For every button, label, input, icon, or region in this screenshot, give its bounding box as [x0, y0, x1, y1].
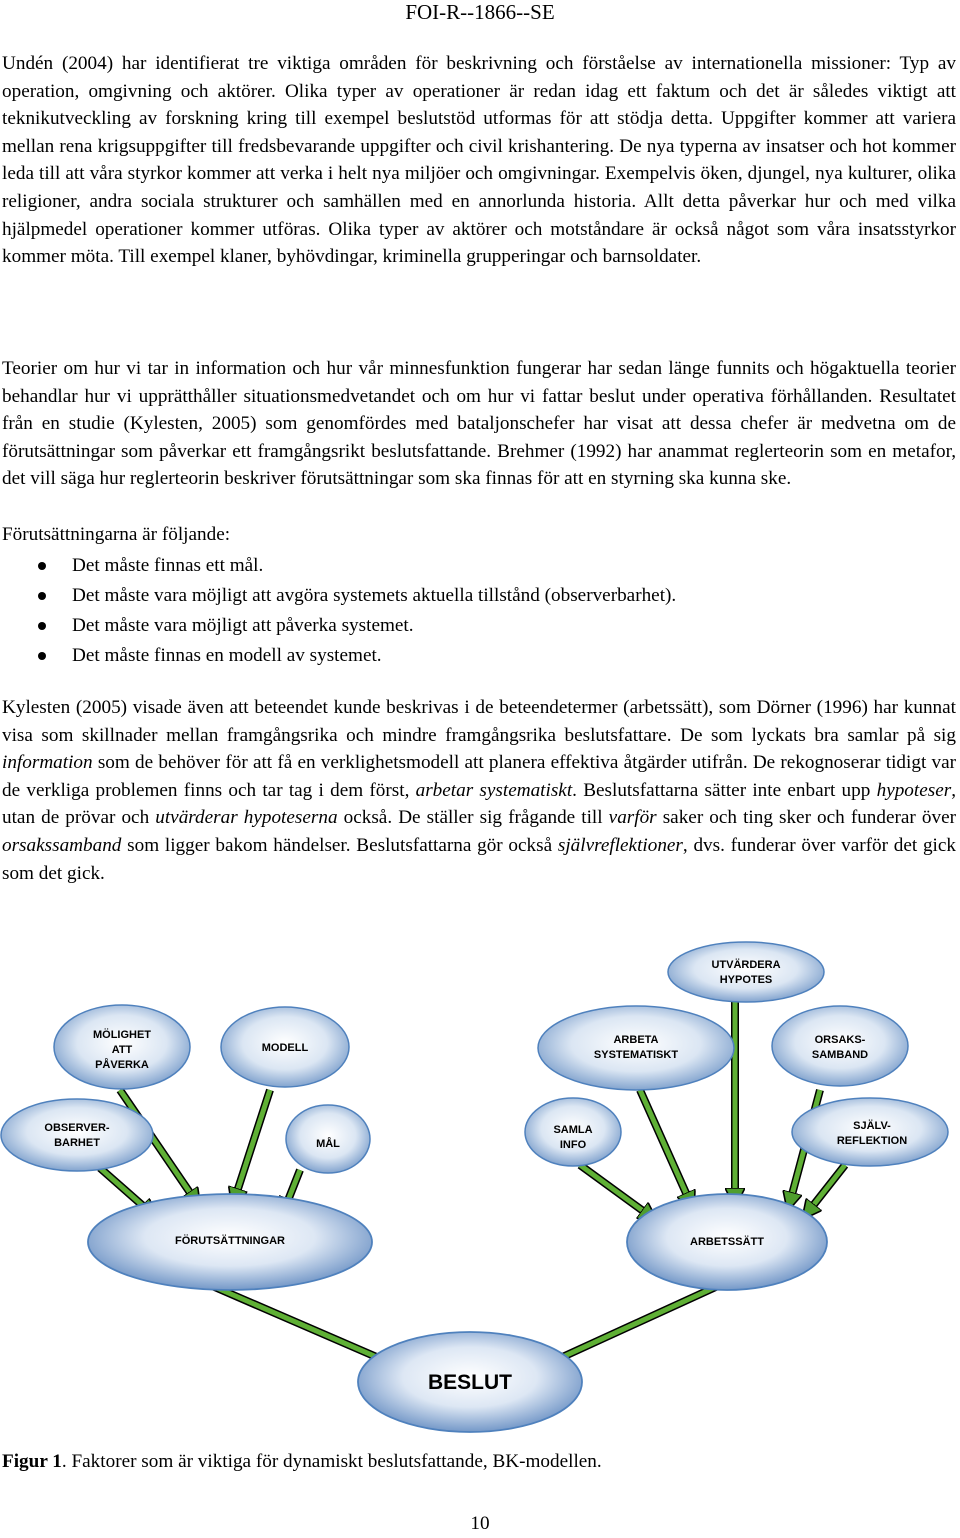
node-utvardera-hypotes: [668, 942, 824, 1002]
svg-text:MODELL: MODELL: [261, 1042, 309, 1054]
arrow-arbeta-to-arbetssatt: [640, 1090, 690, 1202]
figure-caption: Figur 1. Faktorer som är viktiga för dynamiskt beslutsfattande, BK-modellen.: [2, 1451, 602, 1472]
svg-text:INFO: INFO: [559, 1139, 587, 1151]
svg-text:REFLEKTION: REFLEKTION: [836, 1135, 908, 1147]
arrow-modell-to-forutsattningar: [235, 1090, 270, 1198]
svg-text:OBSERVER-: OBSERVER-: [44, 1122, 110, 1134]
svg-text:MÖLIGHET: MÖLIGHET: [92, 1029, 152, 1041]
svg-text:ATT: ATT: [111, 1044, 133, 1056]
paragraph-2: Teorier om hur vi tar in information och hur vår minnesfunktion fungerar har sedan länge funnits och högaktuella teorier behandlar hur vi upprätthåller situationsmedvetandet och om hur vi fattar beslut under operativa förhållanden. Resultatet från en studie (Kylesten, 2005) som genomfördes med bataljonschefer har visat att dessa chefer är medvetna om de förutsättningar som påverkar ett framgångsrikt beslutsfattande. Brehmer (1992) har anammat reglerteorin som en metafor, det vill säga hur reglerteorin beskriver förutsättningar som ska finnas för att en styrning ska kunna ske.: [2, 358, 956, 490]
list-item: Det måste finnas ett mål.: [0, 551, 676, 581]
list-item: Det måste vara möjligt att avgöra systemets aktuella tillstånd (observerbarhet).: [0, 581, 676, 611]
node-sjalvreflektion: [792, 1098, 948, 1166]
svg-text:BESLUT: BESLUT: [428, 1371, 512, 1394]
page-number: 10: [470, 1513, 490, 1534]
svg-text:ARBETA: ARBETA: [613, 1034, 659, 1046]
svg-text:ORSAKS-: ORSAKS-: [814, 1034, 866, 1046]
bk-model-diagram: [0, 940, 960, 1440]
arrow-forutsattningar-to-beslut: [210, 1285, 395, 1365]
svg-text:HYPOTES: HYPOTES: [719, 974, 773, 986]
bullet-icon: [38, 622, 46, 630]
bullet-list: [0, 551, 676, 671]
arrows: [100, 1002, 845, 1365]
svg-text:PÅVERKA: PÅVERKA: [95, 1059, 149, 1071]
svg-text:SAMLA: SAMLA: [553, 1124, 593, 1136]
svg-text:ARBETSSÄTT: ARBETSSÄTT: [690, 1236, 764, 1248]
svg-text:FÖRUTSÄTTNINGAR: FÖRUTSÄTTNINGAR: [175, 1235, 285, 1247]
svg-text:BARHET: BARHET: [54, 1137, 100, 1149]
list-item: Det måste finnas en modell av systemet.: [0, 641, 676, 671]
arrow-arbetssatt-to-beslut: [545, 1285, 720, 1365]
node-arbeta-systematiskt: [538, 1006, 734, 1090]
arrow-sjalv-to-arbetssatt: [808, 1165, 845, 1212]
svg-text:SJÄLV-: SJÄLV-: [853, 1120, 891, 1132]
svg-text:SYSTEMATISKT: SYSTEMATISKT: [593, 1049, 679, 1061]
bullet-icon: [38, 652, 46, 660]
bullet-icon: [38, 562, 46, 570]
page-header: FOI-R--1866--SE: [405, 0, 555, 24]
list-intro: Förutsättningarna är följande:: [2, 524, 231, 545]
list-item: Det måste vara möjligt att påverka systemet.: [0, 611, 676, 641]
arrow-samla-to-arbetssatt: [580, 1165, 650, 1216]
bullet-icon: [38, 592, 46, 600]
node-observerbarhet: [1, 1099, 153, 1171]
paragraph-3: Kylesten (2005) visade även att beteendet kunde beskrivas i de beteendetermer (arbetssätt), som Dörner (1996) har kunnat visa som skillnader mellan framgångsrika och mindre framgångsrika beslutsfattare. De som lyckats bra samlar på sig information som de behöver för att få en verklighetsmodell att planera effektiva åtgärder utifrån. De rekognoserar tidigt var de verkliga problemen finns och tar tag i dem först, arbetar systematiskt. Beslutsfattarna sätter inte enbart upp hypoteser, utan de prövar och utvärderar hypoteserna också. De ställer sig frågande till varför saker och ting sker och funderar över orsakssamband som ligger bakom händelser. Beslutsfattarna gör också självreflektioner, dvs. funderar över varför det gick som det gick.: [2, 697, 956, 884]
node-orsakssamband: [772, 1006, 908, 1086]
svg-text:MÅL: MÅL: [316, 1138, 340, 1150]
svg-text:UTVÄRDERA: UTVÄRDERA: [711, 959, 781, 971]
svg-text:SAMBAND: SAMBAND: [811, 1049, 869, 1061]
paragraph-1: Undén (2004) har identifierat tre viktiga områden för beskrivning och förståelse av internationella missioner: Typ av operation, omgivning och aktörer. Olika typer av operationer är redan idag ett faktum och det är således viktigt att teknikutveckling av forskning kring till exempel beslutstöd utformas för att stödja detta. Uppgifter kommer att variera mellan rena krigsuppgifter till fredsbevarande uppgifter och civil krishantering. De nya typerna av insatser och hot kommer leda till att våra styrkor kommer att verka i helt nya miljöer och omgivningar. Exempelvis öken, djungel, nya kulturer, olika religioner, andra sociala strukturer och samhällen med en annorlunda historia. Allt detta påverkar hur och med vilka hjälpmedel operationer kommer utföras. Olika typer av aktörer och motståndare är också något som våra insatsstyrkor kommer möta. Till exempel klaner, byhövdingar, kriminella grupperingar och barnsoldater.: [2, 53, 956, 268]
